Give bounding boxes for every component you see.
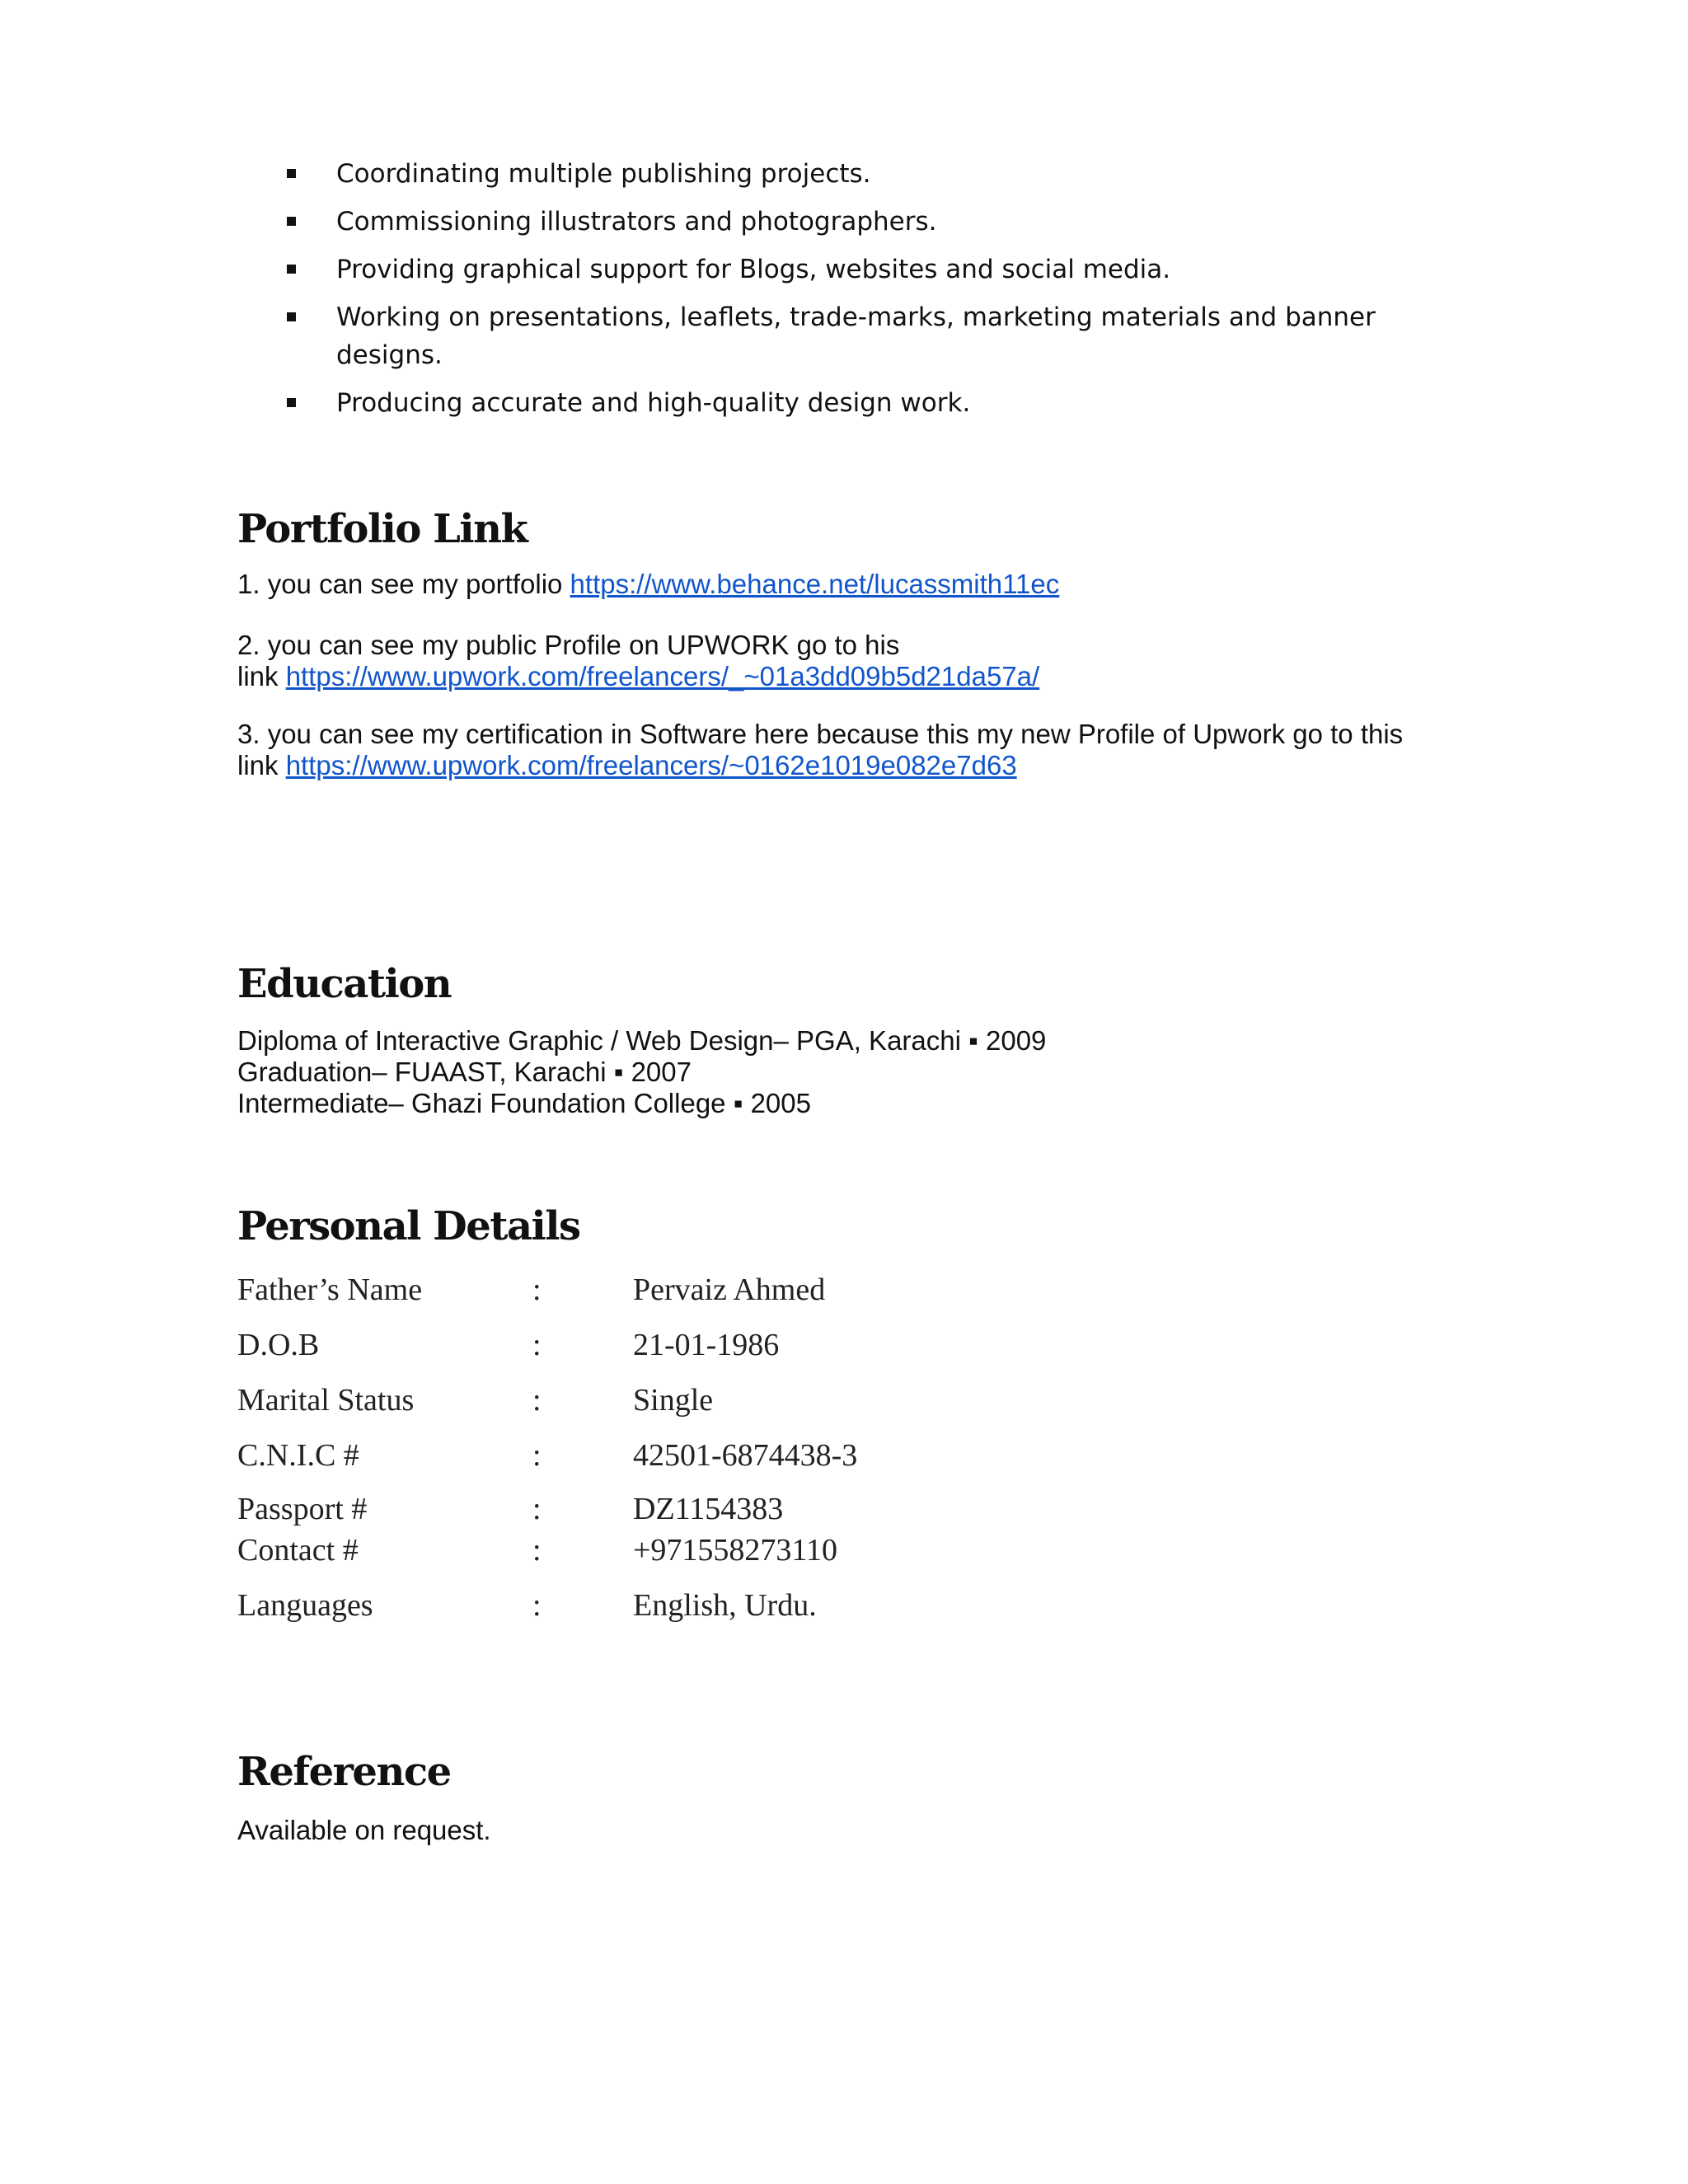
table-row (237, 1530, 1226, 1571)
detail-value: 21-01-1986 (633, 1328, 780, 1362)
detail-value: English, Urdu. (633, 1588, 817, 1623)
detail-label: C.N.I.C # (237, 1438, 359, 1473)
table-row (237, 1324, 1226, 1366)
detail-value: DZ1154383 (633, 1492, 784, 1526)
duty-text: Commissioning illustrators and photographers. (336, 207, 937, 237)
portfolio-item-2 (237, 630, 1474, 692)
duty-text: Providing graphical support for Blogs, websites and social media. (336, 255, 1171, 284)
duty-text: Working on presentations, leaflets, trade-marks, marketing materials and banner designs. (336, 302, 1376, 370)
list-item (287, 155, 1457, 193)
detail-label: Languages (237, 1588, 373, 1623)
upwork-link-1[interactable]: https://www.upwork.com/freelancers/_~01a3dd09b5d21da57a/ (285, 661, 1040, 691)
detail-value: 42501-6874438-3 (633, 1438, 858, 1473)
duty-text: Producing accurate and high-quality design work. (336, 388, 971, 418)
table-row (237, 1269, 1226, 1310)
detail-label: Marital Status (237, 1383, 415, 1418)
duties-list (287, 155, 1457, 432)
detail-colon: : (532, 1272, 542, 1307)
detail-colon: : (532, 1438, 542, 1473)
square-bullet-icon (287, 312, 296, 321)
table-row (237, 1585, 1226, 1626)
detail-colon: : (532, 1533, 542, 1568)
detail-colon: : (532, 1588, 542, 1623)
detail-colon: : (532, 1383, 542, 1418)
detail-label: Father’s Name (237, 1272, 423, 1307)
education-list (237, 1025, 1474, 1119)
portfolio-item-3 (237, 719, 1474, 781)
detail-colon: : (532, 1492, 542, 1526)
detail-label: Contact # (237, 1533, 359, 1568)
detail-value: Pervaiz Ahmed (633, 1272, 826, 1307)
table-row (237, 1435, 1226, 1476)
portfolio-item-1 (237, 569, 1474, 600)
square-bullet-icon (287, 265, 296, 274)
upwork-link-2[interactable]: https://www.upwork.com/freelancers/~0162e1019e082e7d63 (285, 750, 1017, 780)
detail-label: Passport # (237, 1492, 368, 1526)
portfolio-item-3-prefix: link (237, 750, 286, 780)
list-item (287, 298, 1391, 374)
list-item (287, 251, 1457, 288)
table-row (237, 1488, 1226, 1530)
square-bullet-icon (287, 398, 296, 407)
reference-text: Available on request. (237, 1815, 491, 1845)
detail-value: +971558273110 (633, 1533, 838, 1568)
detail-value: Single (633, 1383, 714, 1418)
education-heading: Education (237, 961, 452, 1007)
reference-heading: Reference (237, 1749, 451, 1795)
table-row (237, 1380, 1226, 1421)
duty-text: Coordinating multiple publishing projects. (336, 159, 871, 189)
education-line: Diploma of Interactive Graphic / Web Design– PGA, Karachi ▪ 2009 (237, 1025, 1047, 1056)
portfolio-heading: Portfolio Link (237, 506, 528, 552)
portfolio-item-1-text: 1. you can see my portfolio (237, 569, 570, 599)
detail-label: D.O.B (237, 1328, 320, 1362)
square-bullet-icon (287, 169, 296, 178)
detail-colon: : (532, 1328, 542, 1362)
list-item (287, 384, 1457, 422)
education-line: Graduation– FUAAST, Karachi ▪ 2007 (237, 1057, 692, 1087)
personal-details-heading: Personal Details (237, 1203, 580, 1249)
list-item (287, 203, 1457, 241)
behance-link[interactable]: https://www.behance.net/lucassmith11ec (570, 569, 1060, 599)
education-line: Intermediate– Ghazi Foundation College ▪ 2005 (237, 1088, 811, 1118)
portfolio-item-2-prefix: link (237, 661, 286, 691)
portfolio-item-3-text: 3. you can see my certification in Software here because this my new Profile of Upwork go to this (237, 719, 1404, 749)
square-bullet-icon (287, 217, 296, 226)
portfolio-item-2-text: 2. you can see my public Profile on UPWORK go to his (237, 630, 900, 660)
